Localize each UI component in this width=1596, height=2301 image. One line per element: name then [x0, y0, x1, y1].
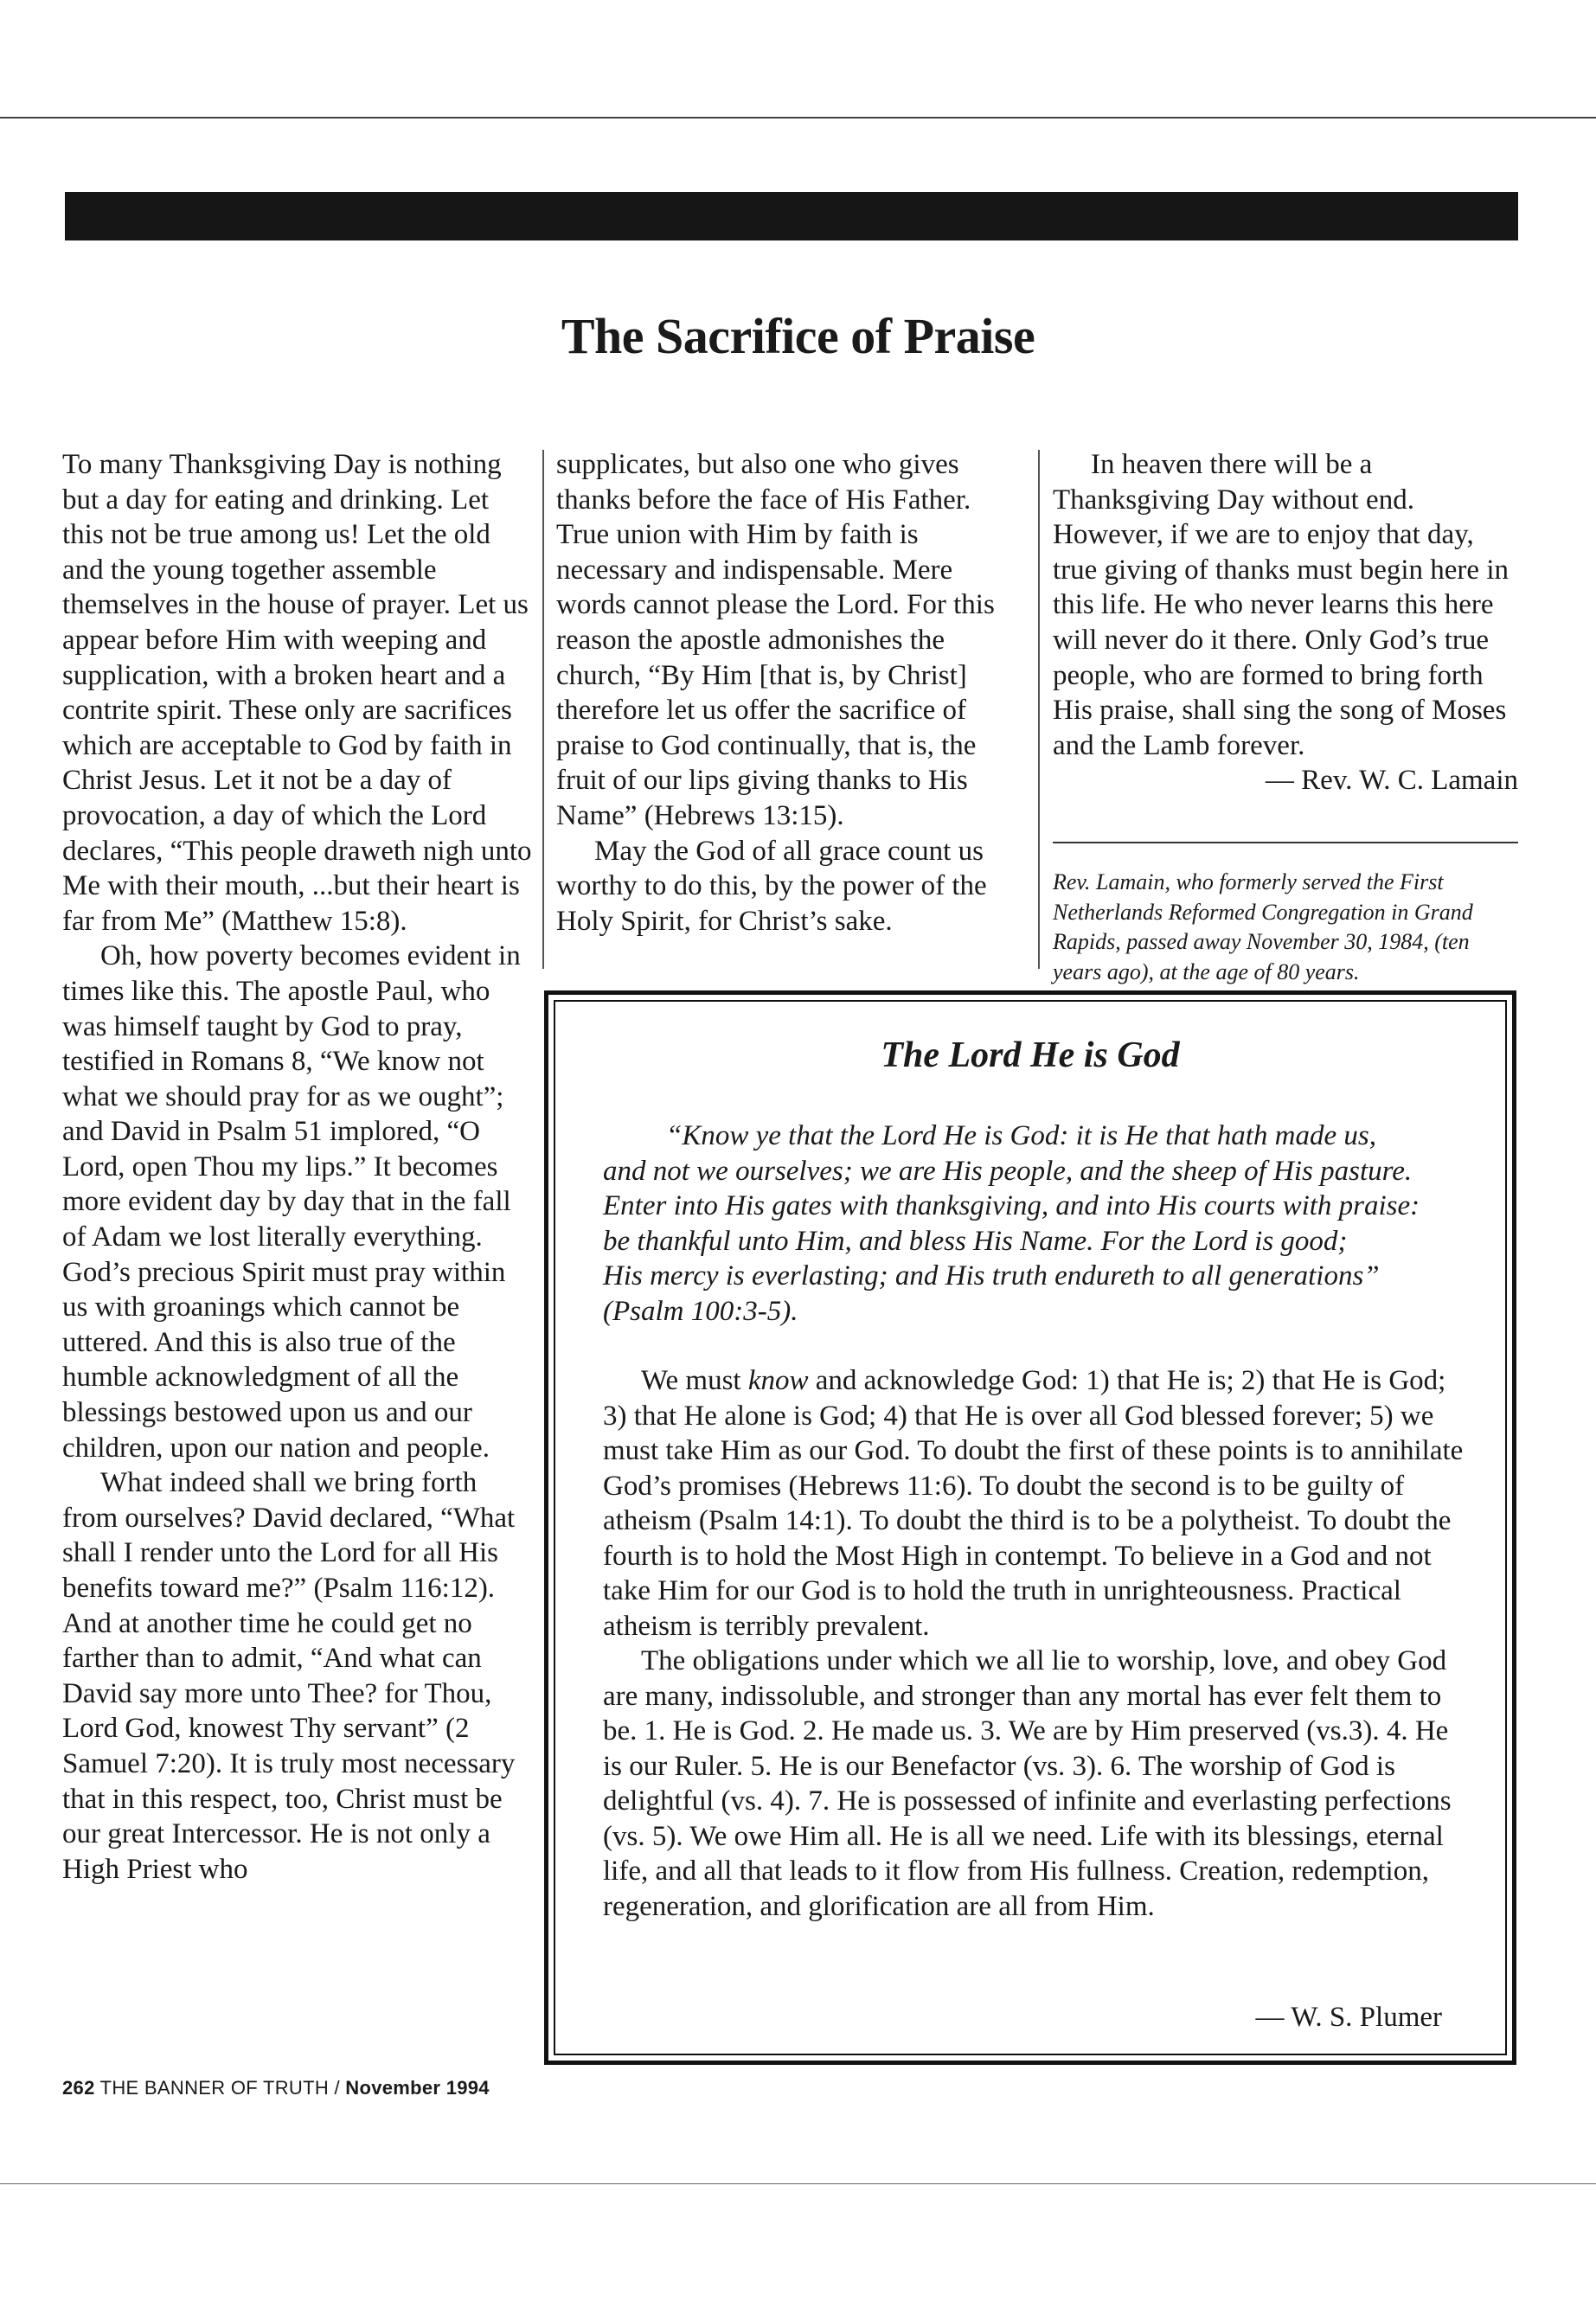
text-run: We must: [641, 1365, 748, 1396]
header-bar: [65, 192, 1518, 240]
bottom-rule: [0, 2183, 1596, 2184]
column-divider: [542, 450, 544, 969]
paragraph: In heaven there will be a Thanksgiving Day without end. However, if we are to enjoy that day, true giving of thanks must begin here in this life. He who never learns this here will never do it there. Only God’s true people, who are formed to bring forth His praise, shall sing the song of Moses and the Lamb forever.: [1053, 449, 1509, 761]
quote-line: and not we ourselves; we are His people, and the sheep of His pasture.: [603, 1155, 1413, 1187]
column-2: [556, 447, 1028, 939]
paragraph: May the God of all grace count us worthy to do this, by the power of the Holy Spirit, for Christ’s sake.: [556, 835, 987, 937]
paragraph: Oh, how poverty becomes evident in times like this. The apostle Paul, who was himself taught by God to pray, testified in Romans 8, “We know not what we should pray for as we ought”; and David in Psalm 51 implored, “O Lord, open Thou my lips.” It becomes more evident day by day that in the fall of Adam we lost literally everything. God’s precious Spirit must pray within us with groanings which cannot be uttered. And this is also true of the humble acknowledgment of all the blessings bestowed upon us and our children, upon our nation and people.: [62, 940, 521, 1464]
page-footer: [62, 2077, 490, 2099]
box-title: The Lord He is God: [881, 1035, 1180, 1075]
page-number: 262: [62, 2077, 95, 2099]
paragraph: The obligations under which we all lie to worship, love, and obey God are many, indissoluble, and stronger than any mortal has ever felt them to be. 1. He is God. 2. He made us. 3. We are by Him preserved (vs.3). 4. He is our Ruler. 5. He is our Benefactor (vs. 3). 6. The worship of God is delightful (vs. 4). 7. He is possessed of infinite and everlasting perfections (vs. 5). We owe Him all. He is all we need. Life with its blessings, eternal life, and all that leads to it flow from His fullness. Creation, redemption, regeneration, and glorification are all from Him.: [603, 1645, 1452, 1922]
emphasis: know: [747, 1365, 809, 1396]
box-body: [603, 1363, 1468, 1924]
quote-line: Enter into His gates with thanksgiving, and into His courts with praise:: [603, 1190, 1420, 1221]
paragraph: To many Thanksgiving Day is nothing but a day for eating and drinking. Let this not be true among us! Let the old and the young together assemble themselves in the house of prayer. Let us appear before Him with weeping and supplication, with a broken heart and a contrite spirit. These only are sacrifices which are acceptable to God by faith in Christ Jesus. Let it not be a day of provocation, a day of which the Lord declares, “This people draweth nigh unto Me with their mouth, ...but their heart is far from Me” (Matthew 15:8).: [62, 449, 532, 937]
text-run: and acknowledge God: 1) that He is; 2) that He is God; 3) that He alone is God; 4) that He is over all God blessed forever; 5) we must take Him as our God. To doubt the first of these points is to annihilate God’s promises (Hebrews 11:6). To doubt the second is to be guilty of atheism (Psalm 14:1). To doubt the third is to be a polytheist. To doubt the fourth is to hold the Most High in contempt. To believe in a God and not take Him for our God is to hold the truth in unrighteousness. Practical atheism is terribly prevalent.: [603, 1365, 1464, 1642]
note-divider: [1053, 842, 1518, 843]
quote-line: be thankful unto Him, and bless His Name. For the Lord is good;: [603, 1225, 1348, 1257]
author-signature: — Rev. W. C. Lamain: [1265, 765, 1518, 797]
issue-date: November 1994: [345, 2077, 490, 2099]
box-signature: — W. S. Plumer: [1255, 2002, 1442, 2033]
top-rule: [0, 117, 1596, 119]
article-title: The Sacrifice of Praise: [561, 308, 1035, 364]
publication-name: THE BANNER OF TRUTH /: [99, 2077, 340, 2099]
quote-line: “Know ye that the Lord He is God: it is He that hath made us,: [666, 1120, 1377, 1151]
quote-line: (Psalm 100:3-5).: [603, 1295, 798, 1327]
column-1: [62, 447, 534, 1887]
paragraph: [603, 1363, 1468, 1644]
column-3: [1053, 447, 1518, 798]
column-divider: [1038, 450, 1040, 969]
paragraph: What indeed shall we bring forth from ourselves? David declared, “What shall I render unto the Lord for all His benefits toward me?” (Psalm 116:12). And at another time he could get no farther than to admit, “And what can David say more unto Thee? for Thou, Lord God, knowest Thy servant” (2 Samuel 7:20). It is truly most necessary that in this respect, too, Christ must be our great Intercessor. He is not only a High Priest who: [62, 1467, 516, 1885]
paragraph: supplicates, but also one who gives thanks before the face of His Father. True union with Him by faith is necessary and indispensable. Mere words cannot please the Lord. For this reason the apostle admonishes the church, “By Him [that is, by Christ] therefore let us offer the sacrifice of praise to God continually, that is, the fruit of our lips giving thanks to His Name” (Hebrews 13:15).: [556, 449, 995, 831]
scripture-quote: [603, 1118, 1468, 1329]
quote-line: His mercy is everlasting; and His truth endureth to all generations”: [603, 1260, 1380, 1292]
author-note: Rev. Lamain, who formerly served the First Netherlands Reformed Congregation in Grand Rapids, passed away November 30, 1984, (ten years ago), at the age of 80 years.: [1053, 869, 1473, 984]
